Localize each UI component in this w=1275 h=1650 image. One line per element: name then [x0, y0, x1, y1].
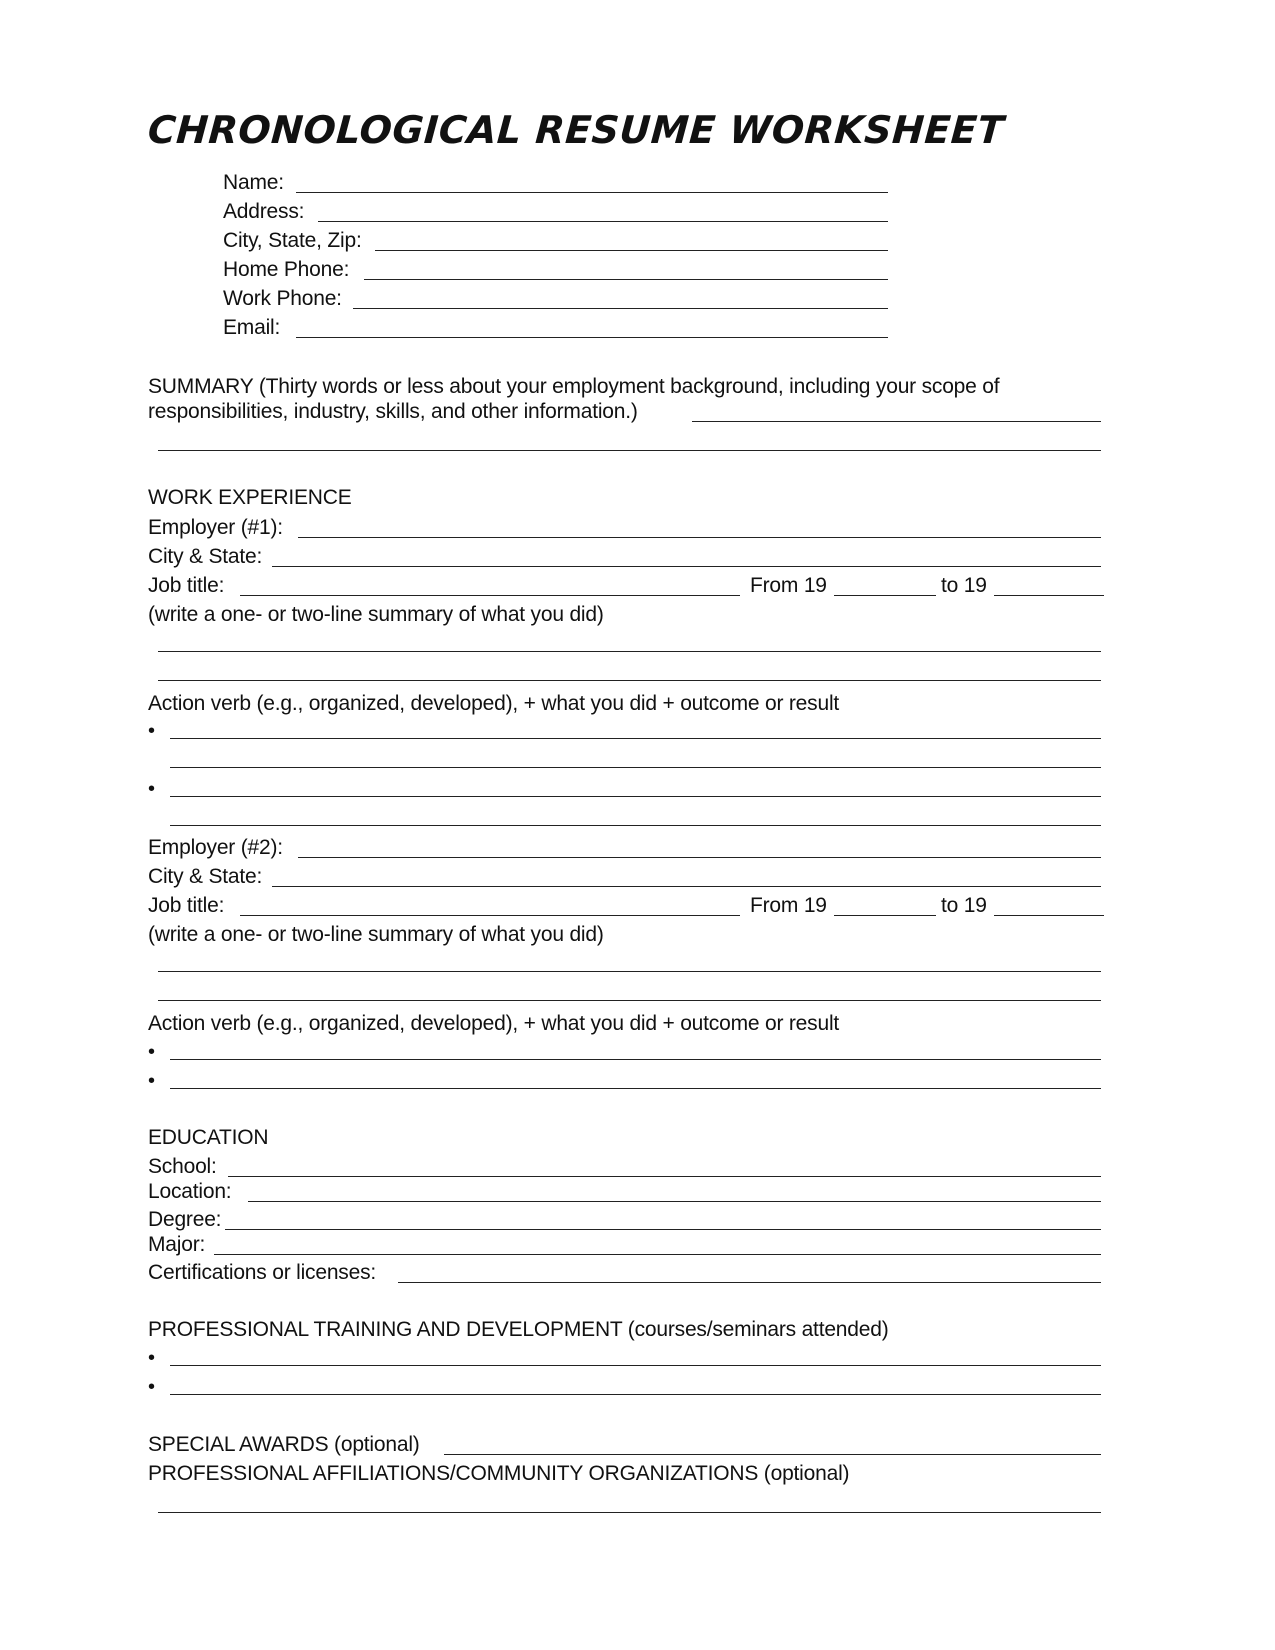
bullet-icon: • — [148, 720, 156, 742]
employer-2-job-title-label: Job title: — [148, 894, 225, 917]
address-label: Address: — [223, 200, 305, 223]
training-note: (courses/seminars attended) — [627, 1318, 889, 1341]
employer-2-summary-line-1[interactable] — [158, 971, 1101, 972]
certifications-field[interactable] — [398, 1282, 1101, 1283]
city-state-zip-field[interactable] — [375, 250, 888, 251]
employer-1-label: Employer (#1): — [148, 516, 283, 539]
employer-1-job-title-label: Job title: — [148, 574, 225, 597]
degree-label: Degree: — [148, 1208, 222, 1231]
employer-2-label: Employer (#2): — [148, 836, 283, 859]
bullet-icon: • — [148, 1041, 156, 1063]
certifications-label: Certifications or licenses: — [148, 1261, 377, 1284]
employer-2-city-state-field[interactable] — [272, 886, 1101, 887]
home-phone-label: Home Phone: — [223, 258, 350, 281]
location-label: Location: — [148, 1180, 232, 1203]
summary-field-line-2[interactable] — [158, 450, 1101, 451]
training-heading — [148, 1318, 889, 1342]
page-title: CHRONOLOGICAL RESUME WORKSHEET — [146, 108, 1006, 152]
employer-1-to-label: to 19 — [941, 574, 987, 597]
employer-1-city-state-field[interactable] — [272, 566, 1101, 567]
bullet-icon: • — [148, 1070, 156, 1092]
work-phone-field[interactable] — [353, 308, 888, 309]
bullet-icon: • — [148, 778, 156, 800]
employer-2-from-field[interactable] — [834, 915, 936, 916]
training-line-1[interactable] — [170, 1365, 1101, 1366]
employer-2-action-hint: Action verb (e.g., organized, developed), + what you did + outcome or result — [148, 1012, 840, 1035]
work-phone-label: Work Phone: — [223, 287, 342, 310]
employer-1-summary-line-1[interactable] — [158, 651, 1101, 652]
employer-1-summary-line-2[interactable] — [158, 680, 1101, 681]
email-label: Email: — [223, 316, 281, 339]
employer-1-action-hint: Action verb (e.g., organized, developed), + what you did + outcome or result — [148, 692, 840, 715]
employer-2-job-title-field[interactable] — [240, 915, 740, 916]
employer-1-from-label: From 19 — [750, 574, 827, 597]
name-label: Name: — [223, 171, 284, 194]
employer-1-city-state-label: City & State: — [148, 545, 263, 568]
address-field[interactable] — [318, 221, 888, 222]
employer-2-summary-hint: (write a one- or two-line summary of what you did) — [148, 923, 604, 946]
work-experience-heading: WORK EXPERIENCE — [148, 486, 352, 509]
employer-2-to-label: to 19 — [941, 894, 987, 917]
location-field[interactable] — [248, 1201, 1101, 1202]
employer-1-field[interactable] — [298, 537, 1101, 538]
city-state-zip-label: City, State, Zip: — [223, 229, 362, 252]
summary-heading: SUMMARY (Thirty words or less about your employment background, including your scope of — [148, 375, 1000, 398]
special-awards-field[interactable] — [444, 1454, 1101, 1455]
degree-field[interactable] — [225, 1229, 1101, 1230]
major-label: Major: — [148, 1233, 206, 1256]
employer-2-summary-line-2[interactable] — [158, 1000, 1101, 1001]
employer-1-job-title-field[interactable] — [240, 595, 740, 596]
bullet-icon: • — [148, 1376, 156, 1398]
employer-1-from-field[interactable] — [834, 595, 936, 596]
education-heading: EDUCATION — [148, 1126, 269, 1149]
home-phone-field[interactable] — [364, 279, 888, 280]
employer-1-summary-hint: (write a one- or two-line summary of what you did) — [148, 603, 604, 626]
employer-2-action-2-line[interactable] — [170, 1088, 1101, 1089]
summary-instructions: responsibilities, industry, skills, and other information.) — [148, 400, 638, 423]
bullet-icon: • — [148, 1347, 156, 1369]
employer-2-action-1-line[interactable] — [170, 1059, 1101, 1060]
employer-1-action-2-line-1[interactable] — [170, 796, 1101, 797]
training-heading-text: PROFESSIONAL TRAINING AND DEVELOPMENT — [148, 1318, 623, 1341]
school-label: School: — [148, 1155, 217, 1178]
summary-field-line-1[interactable] — [692, 421, 1101, 422]
employer-1-action-2-line-2[interactable] — [170, 825, 1101, 826]
major-field[interactable] — [214, 1254, 1101, 1255]
school-field[interactable] — [228, 1176, 1101, 1177]
employer-2-field[interactable] — [298, 857, 1101, 858]
affiliations-label: PROFESSIONAL AFFILIATIONS/COMMUNITY ORGANIZATIONS (optional) — [148, 1462, 850, 1485]
employer-2-from-label: From 19 — [750, 894, 827, 917]
special-awards-label: SPECIAL AWARDS (optional) — [148, 1433, 420, 1456]
employer-1-to-field[interactable] — [994, 595, 1104, 596]
employer-2-city-state-label: City & State: — [148, 865, 263, 888]
employer-1-action-1-line-2[interactable] — [170, 767, 1101, 768]
email-field[interactable] — [296, 337, 888, 338]
employer-1-action-1-line-1[interactable] — [170, 738, 1101, 739]
name-field[interactable] — [296, 192, 888, 193]
training-line-2[interactable] — [170, 1394, 1101, 1395]
affiliations-field[interactable] — [158, 1512, 1101, 1513]
employer-2-to-field[interactable] — [994, 915, 1104, 916]
